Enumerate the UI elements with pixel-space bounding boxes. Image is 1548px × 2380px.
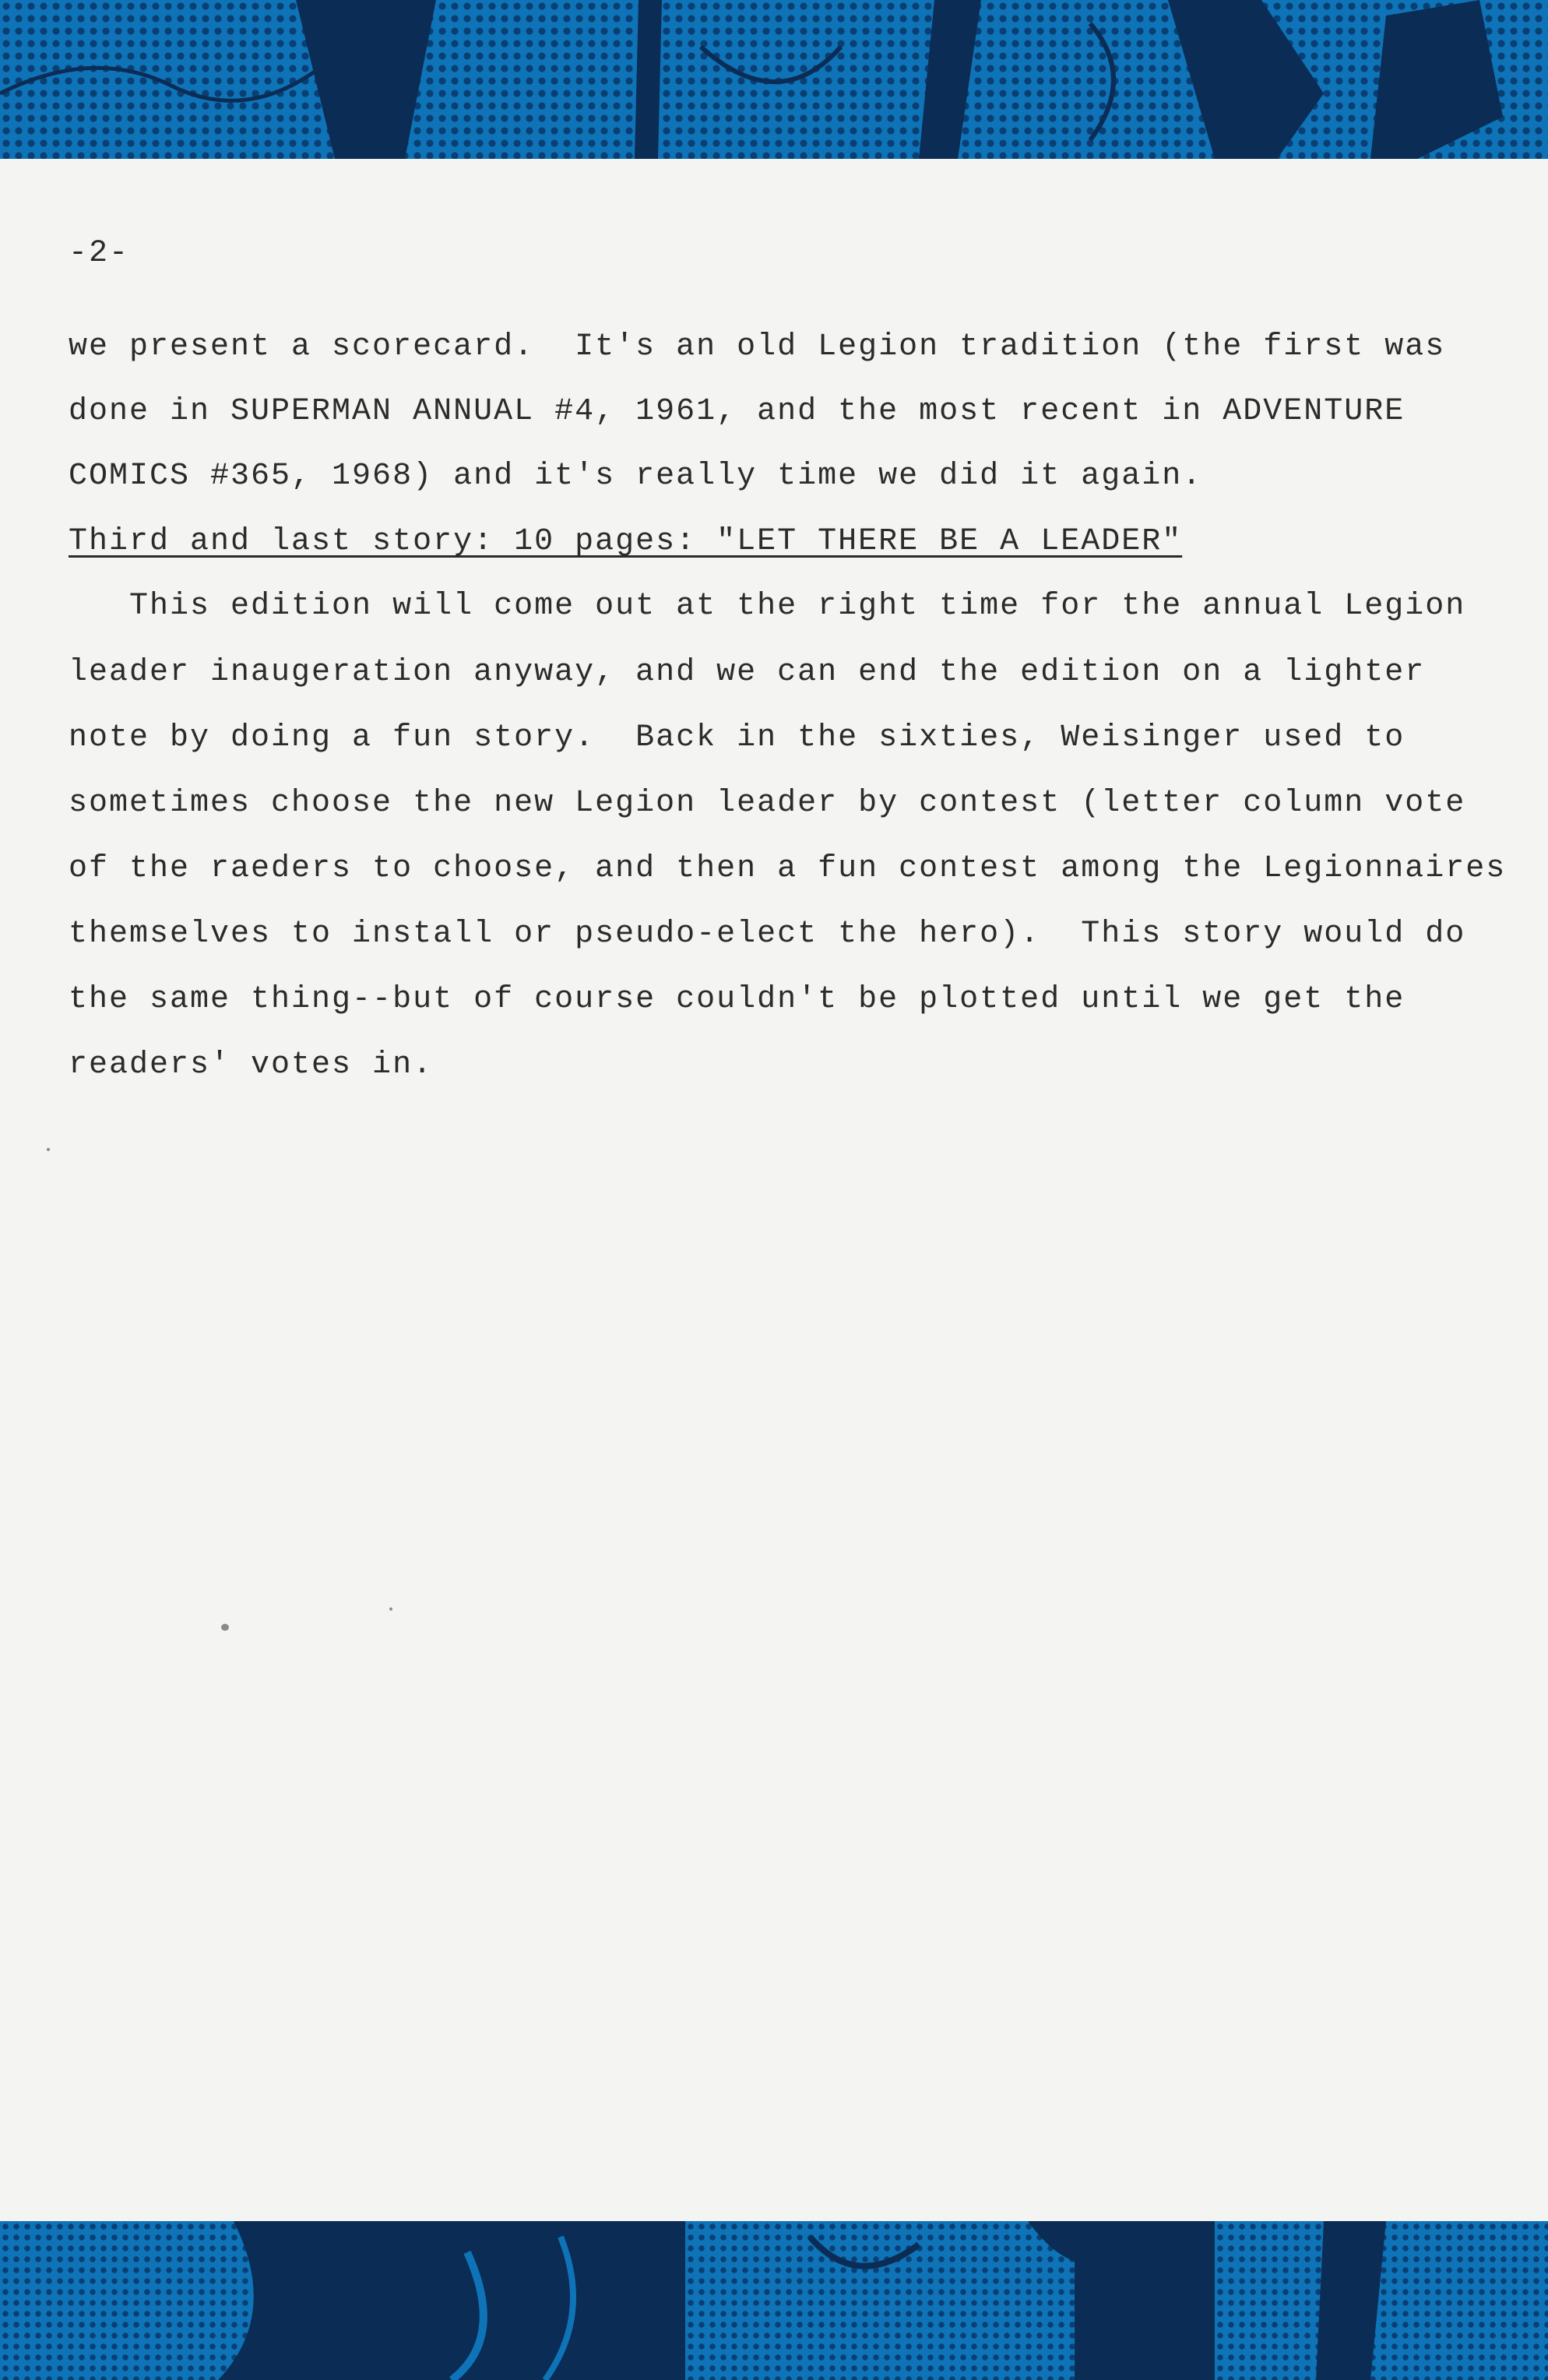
text-line: we present a scorecard. It's an old Legion tradition (the first was: [69, 329, 1446, 364]
text-line: leader inaugeration anyway, and we can end the edition on a lighter: [69, 655, 1426, 690]
text-line: sometimes choose the new Legion leader by contest (letter column vote: [69, 786, 1466, 821]
page-number: -2-: [69, 236, 130, 271]
bottom-comic-art-band: [0, 2221, 1548, 2380]
text-line: done in SUPERMAN ANNUAL #4, 1961, and the most recent in ADVENTURE: [69, 394, 1406, 429]
comic-art-bottom-illustration: [0, 2221, 1548, 2380]
text-line: readers' votes in.: [69, 1047, 434, 1083]
text-line: themselves to install or pseudo-elect the hero). This story would do: [69, 917, 1466, 952]
typewritten-page: [0, 159, 1548, 2221]
story-heading: Third and last story: 10 pages: "LET THERE BE A LEADER": [69, 524, 1183, 559]
text-line: of the raeders to choose, and then a fun contest among the Legionnaires: [69, 851, 1507, 886]
paper-speck: [221, 1624, 229, 1631]
paper-speck: [47, 1148, 50, 1151]
text-line: COMICS #365, 1968) and it's really time we did it again.: [69, 459, 1203, 494]
text-line: note by doing a fun story. Back in the sixties, Weisinger used to: [69, 720, 1406, 755]
paper-speck: [389, 1607, 392, 1611]
top-comic-art-band: [0, 0, 1548, 159]
comic-art-top-illustration: [0, 0, 1548, 159]
text-line: the same thing--but of course couldn't be plotted until we get the: [69, 982, 1406, 1017]
text-line: This edition will come out at the right time for the annual Legion: [69, 589, 1466, 624]
